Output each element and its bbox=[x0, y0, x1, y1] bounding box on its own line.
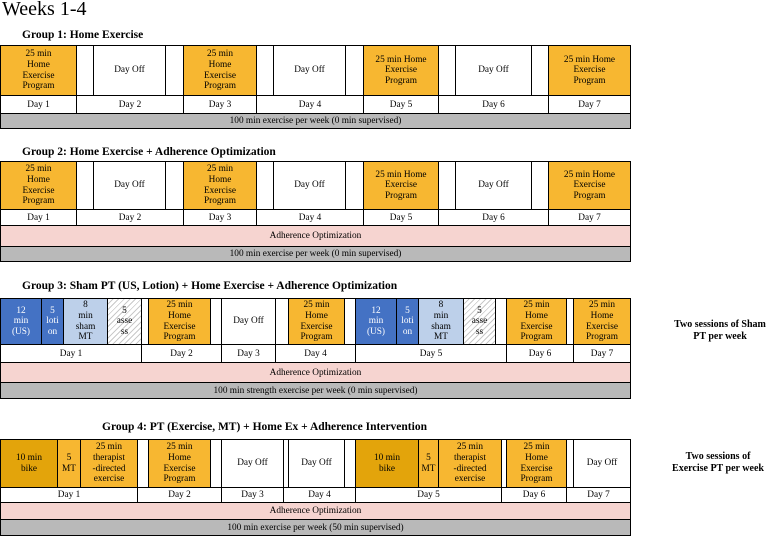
day-label: Day 4 bbox=[275, 344, 356, 363]
schedule-block: 25 min Home Exercise Program bbox=[0, 161, 77, 210]
schedule-block: Day Off bbox=[273, 161, 346, 210]
day-label: Day 4 bbox=[256, 209, 364, 226]
schedule-block: 5 loti on bbox=[41, 298, 64, 345]
summary-bar: 100 min exercise per week (0 min supervised) bbox=[0, 246, 631, 262]
schedule-block: 8 min sham MT bbox=[63, 298, 108, 345]
schedule-block: 12 min (US) bbox=[355, 298, 397, 345]
schedule-block: Day Off bbox=[221, 439, 284, 488]
schedule-block: 25 min Home Exercise Program bbox=[148, 298, 211, 345]
group-title: Group 3: Sham PT (US, Lotion) + Home Exercise + Adherence Optimization bbox=[22, 280, 398, 292]
spacer-block bbox=[531, 161, 549, 210]
spacer-block bbox=[256, 45, 274, 96]
schedule-block: 10 min bike bbox=[355, 439, 419, 488]
spacer-block bbox=[165, 161, 184, 210]
schedule-block: Day Off bbox=[455, 161, 532, 210]
schedule-block: 25 min therapist -directed exercise bbox=[438, 439, 502, 488]
day-label: Day 1 bbox=[0, 344, 142, 363]
day-label: Day 4 bbox=[283, 487, 356, 503]
schedule-block: 8 min sham MT bbox=[418, 298, 464, 345]
day-label: Day 3 bbox=[221, 487, 284, 503]
schedule-block: 25 min Home Exercise Program bbox=[506, 298, 567, 345]
schedule-block: Day Off bbox=[573, 439, 631, 488]
schedule-block: 5 asse ss bbox=[463, 298, 496, 345]
day-label: Day 6 bbox=[501, 487, 567, 503]
schedule-block: 10 min bike bbox=[0, 439, 58, 488]
schedule-block: 25 min Home Exercise Program bbox=[548, 161, 631, 210]
day-label: Day 1 bbox=[0, 209, 77, 226]
group-title: Group 2: Home Exercise + Adherence Optimization bbox=[22, 146, 276, 158]
schedule-block: 5 asse ss bbox=[107, 298, 142, 345]
day-label: Day 7 bbox=[548, 209, 631, 226]
summary-bar: 100 min exercise per week (50 min supervised) bbox=[0, 519, 631, 536]
day-label: Day 2 bbox=[137, 487, 222, 503]
schedule-block: Day Off bbox=[273, 45, 346, 96]
schedule-block: 12 min (US) bbox=[0, 298, 42, 345]
spacer-block bbox=[256, 161, 274, 210]
page-title: Weeks 1-4 bbox=[2, 0, 87, 20]
day-label: Day 6 bbox=[438, 209, 549, 226]
schedule-block: 25 min Home Exercise Program bbox=[363, 161, 439, 210]
day-label: Day 7 bbox=[548, 95, 631, 114]
day-label: Day 5 bbox=[355, 344, 507, 363]
schedule-block: 25 min Home Exercise Program bbox=[288, 298, 345, 345]
spacer-block bbox=[531, 45, 549, 96]
day-label: Day 2 bbox=[141, 344, 222, 363]
schedule-block: 25 min Home Exercise Program bbox=[506, 439, 567, 488]
day-label: Day 6 bbox=[506, 344, 574, 363]
day-label: Day 2 bbox=[76, 209, 184, 226]
group-note: Two sessions of Exercise PT per week bbox=[672, 451, 764, 474]
schedule-block: 25 min Home Exercise Program bbox=[183, 161, 257, 210]
spacer-block bbox=[438, 45, 456, 96]
day-label: Day 4 bbox=[256, 95, 364, 114]
spacer-block bbox=[165, 45, 184, 96]
schedule-block: Day Off bbox=[221, 298, 276, 345]
day-label: Day 7 bbox=[573, 344, 631, 363]
day-label: Day 7 bbox=[566, 487, 631, 503]
schedule-block: 25 min Home Exercise Program bbox=[148, 439, 211, 488]
schedule-block: 5 MT bbox=[418, 439, 439, 488]
schedule-block: Day Off bbox=[455, 45, 532, 96]
schedule-block: 5 MT bbox=[57, 439, 81, 488]
day-label: Day 3 bbox=[183, 95, 257, 114]
day-label: Day 5 bbox=[363, 95, 439, 114]
day-label: Day 1 bbox=[0, 95, 77, 114]
spacer-block bbox=[345, 161, 364, 210]
adherence-bar: Adherence Optimization bbox=[0, 225, 631, 247]
spacer-block bbox=[275, 298, 289, 345]
adherence-bar: Adherence Optimization bbox=[0, 362, 631, 383]
day-label: Day 1 bbox=[0, 487, 138, 503]
schedule-block: 25 min therapist -directed exercise bbox=[80, 439, 138, 488]
spacer-block bbox=[76, 161, 94, 210]
schedule-block: 25 min Home Exercise Program bbox=[0, 45, 77, 96]
group-title: Group 1: Home Exercise bbox=[22, 29, 144, 41]
spacer-block bbox=[76, 45, 94, 96]
day-label: Day 2 bbox=[76, 95, 184, 114]
schedule-block: Day Off bbox=[93, 45, 166, 96]
day-label: Day 3 bbox=[183, 209, 257, 226]
spacer-block bbox=[438, 161, 456, 210]
schedule-block: 5 loti on bbox=[396, 298, 419, 345]
schedule-block: Day Off bbox=[288, 439, 345, 488]
schedule-block: 25 min Home Exercise Program bbox=[363, 45, 439, 96]
group-note: Two sessions of Sham PT per week bbox=[674, 319, 766, 342]
schedule-block: 25 min Home Exercise Program bbox=[573, 298, 631, 345]
day-label: Day 5 bbox=[363, 209, 439, 226]
day-label: Day 3 bbox=[221, 344, 276, 363]
day-label: Day 5 bbox=[355, 487, 502, 503]
schedule-block: 25 min Home Exercise Program bbox=[548, 45, 631, 96]
summary-bar: 100 min exercise per week (0 min supervised) bbox=[0, 113, 631, 129]
day-label: Day 6 bbox=[438, 95, 549, 114]
schedule-block: 25 min Home Exercise Program bbox=[183, 45, 257, 96]
spacer-block bbox=[345, 45, 364, 96]
summary-bar: 100 min strength exercise per week (0 min supervised) bbox=[0, 382, 631, 399]
group-title: Group 4: PT (Exercise, MT) + Home Ex + Adherence Intervention bbox=[102, 421, 427, 433]
adherence-bar: Adherence Optimization bbox=[0, 502, 631, 520]
schedule-block: Day Off bbox=[93, 161, 166, 210]
